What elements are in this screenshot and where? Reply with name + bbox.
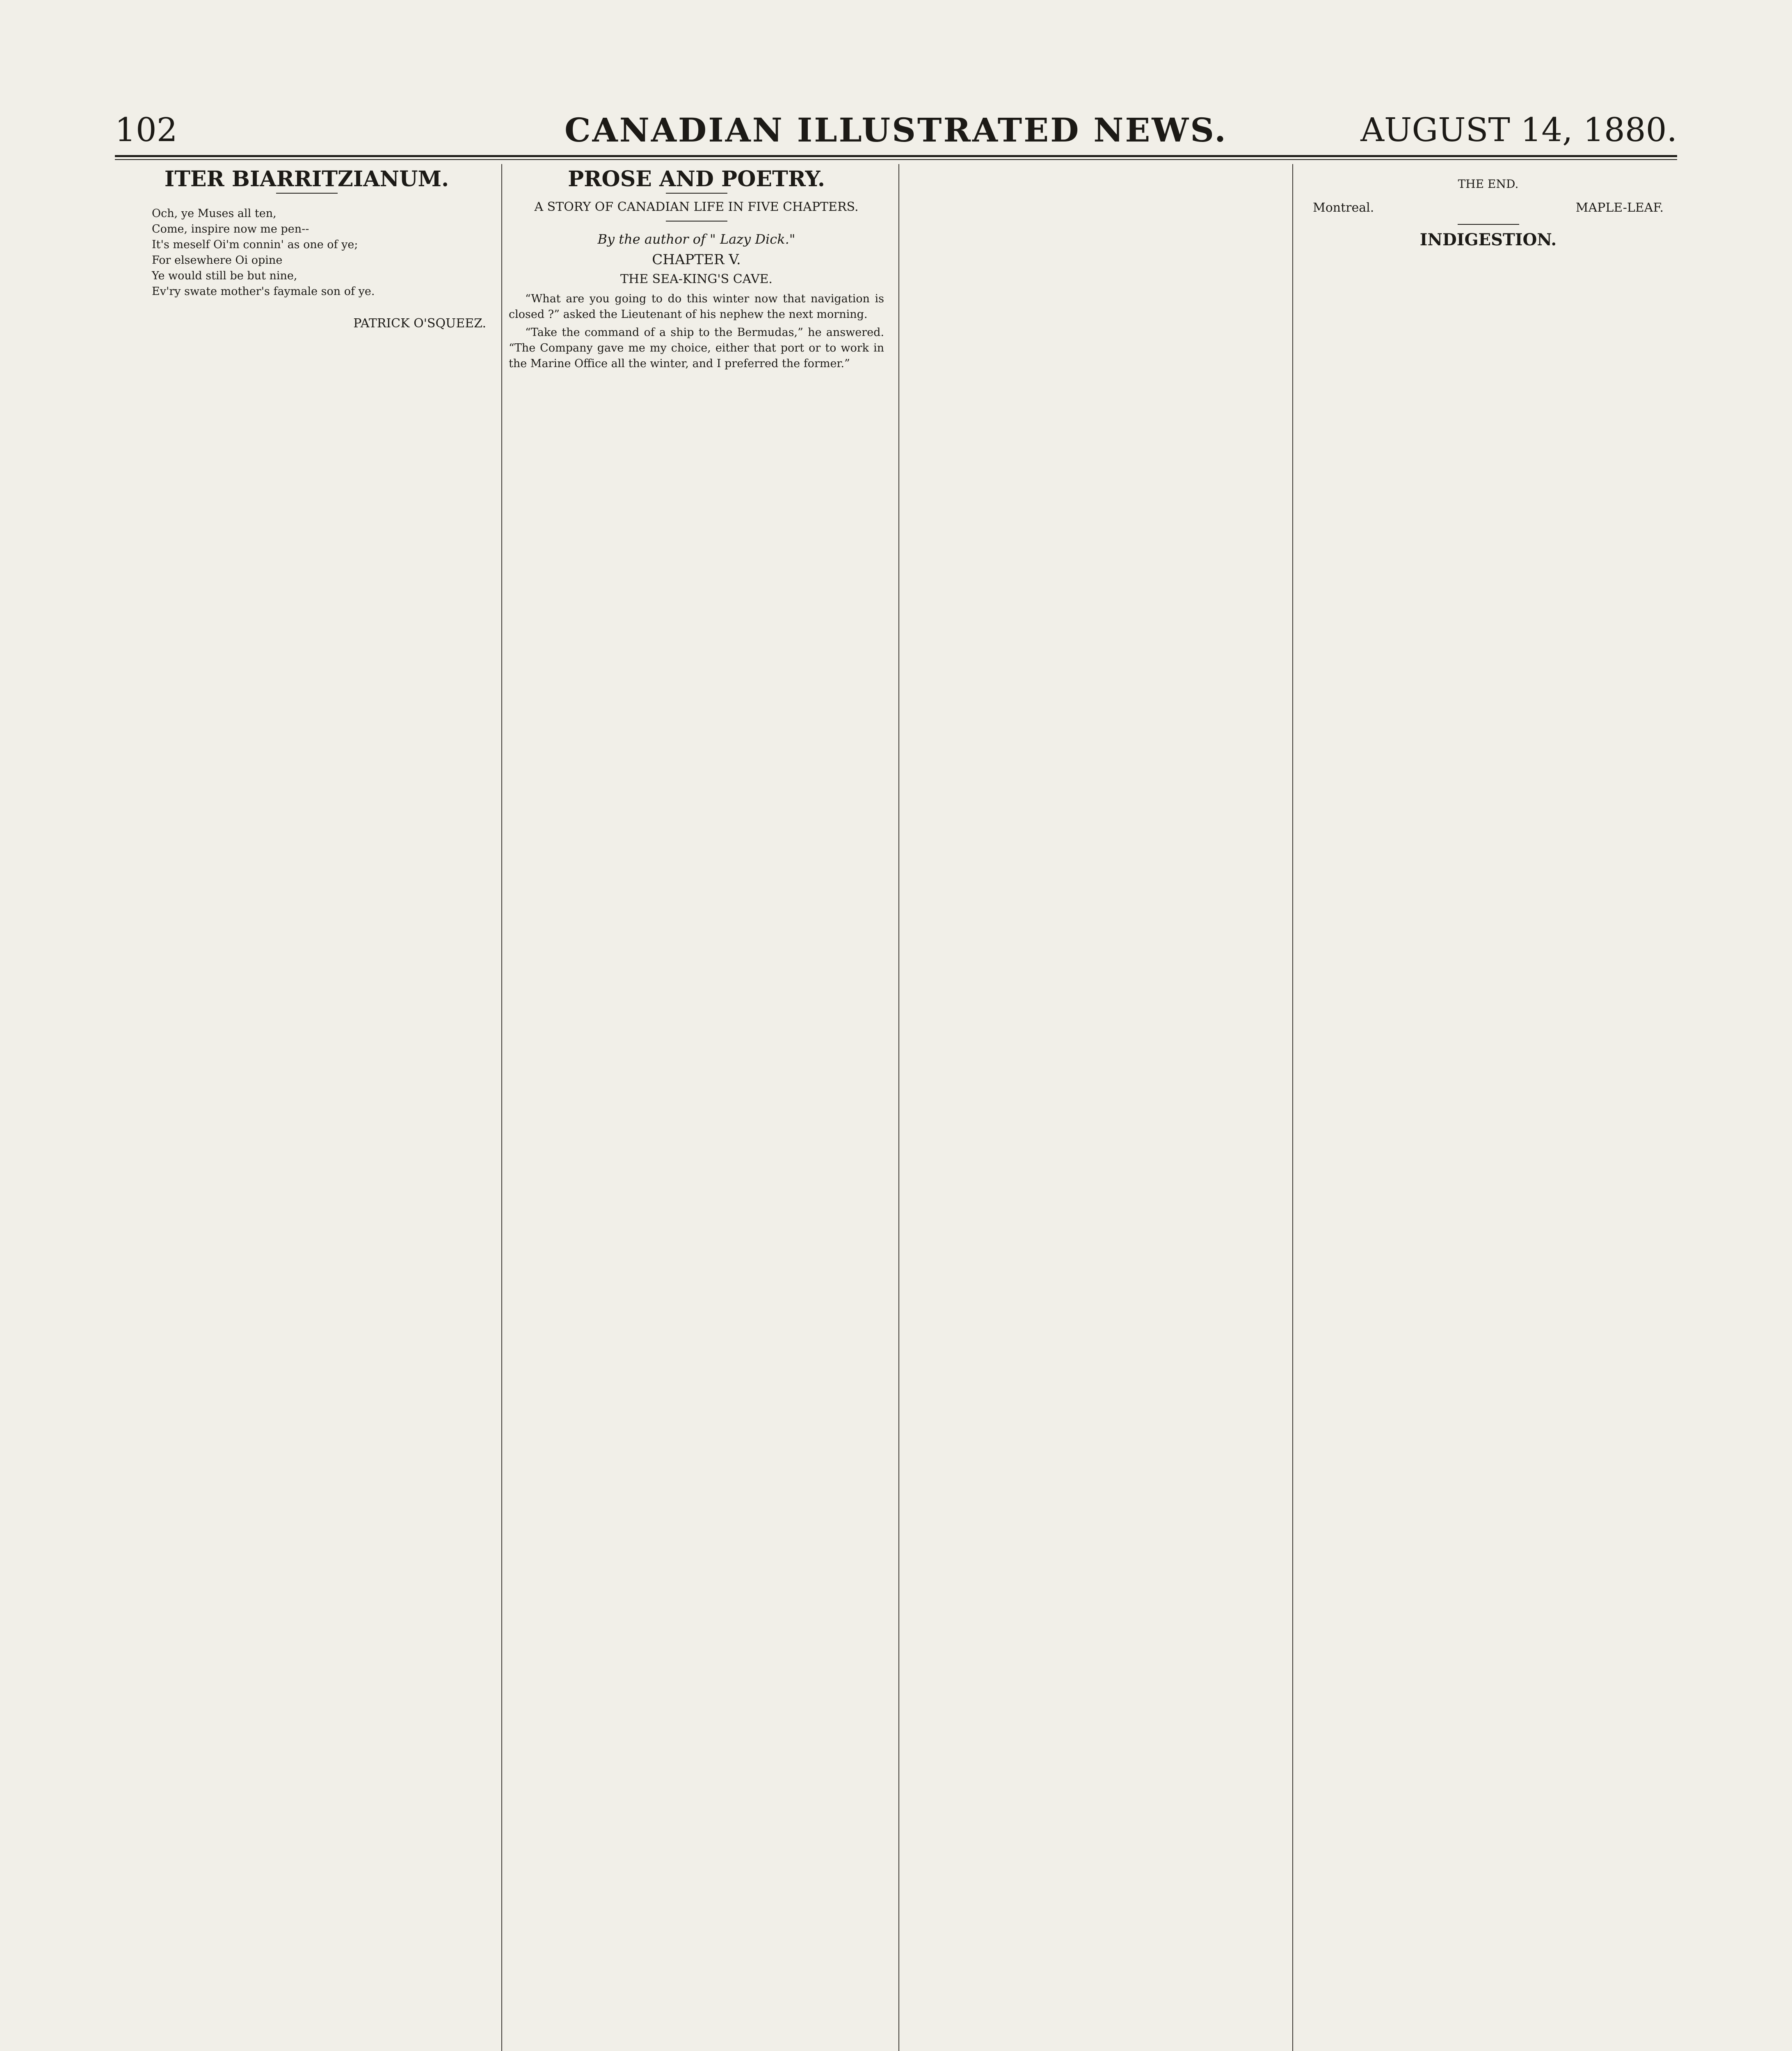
page-number: 102 (115, 111, 178, 149)
masthead: CANADIAN ILLUSTRATED NEWS. (564, 111, 1228, 149)
story-paragraph: “Take the command of a ship to the Bermudas,” he answered. “The Company gave me my choice, either that port or to work in the Marine Office all the winter, and I preferred the former.” (509, 326, 884, 370)
poem-line: Ye would still be but nine, (152, 270, 297, 282)
header-rule (115, 155, 1677, 157)
column-divider (898, 164, 899, 2051)
column-divider (501, 164, 502, 2051)
poem-body (152, 206, 494, 299)
header-rule-thin (115, 159, 1677, 160)
poem-line: Come, inspire now me pen-- (152, 223, 309, 235)
story-heading: PROSE AND POETRY. (568, 167, 825, 192)
signoff-author: MAPLE-LEAF. (1575, 201, 1664, 215)
column-1 (119, 164, 494, 331)
issue-date: AUGUST 14, 1880. (1360, 111, 1677, 149)
ad-title: INDIGESTION. (1419, 230, 1557, 249)
story-subheading: A STORY OF CANADIAN LIFE IN FIVE CHAPTERS. (534, 200, 859, 214)
chapter-number: CHAPTER V. (652, 251, 741, 268)
signoff-place: Montreal. (1313, 201, 1374, 215)
chapter-title: THE SEA-KING'S CAVE. (620, 272, 773, 286)
column-4 (1301, 164, 1676, 251)
story-byline: By the author of " Lazy Dick." (597, 231, 795, 247)
poem-stanza (152, 206, 494, 299)
section-rule (1458, 224, 1519, 225)
story-paragraph: “What are you going to do this winter now that navigation is closed ?” asked the Lieutenant of his nephew the next morning. (509, 292, 884, 321)
poem-signature: PATRICK O'SQUEEZ. (353, 316, 486, 331)
story-signoff (1313, 200, 1664, 216)
column-2 (509, 164, 884, 374)
poem-line: Och, ye Muses all ten, (152, 207, 277, 220)
subheading-rule (666, 221, 727, 222)
page-header (115, 103, 1677, 160)
poem-title: ITER BIARRITZIANUM. (164, 167, 449, 192)
poem-line: It's meself Oi'm connin' as one of ye; (152, 238, 358, 251)
title-rule (276, 193, 338, 194)
column-divider (1292, 164, 1293, 2051)
poem-line: Ev'ry swate mother's faymale son of ye. (152, 285, 375, 298)
heading-rule (666, 193, 727, 194)
story-end-note: THE END. (1458, 177, 1519, 191)
poem-line: For elsewhere Oi opine (152, 254, 283, 267)
